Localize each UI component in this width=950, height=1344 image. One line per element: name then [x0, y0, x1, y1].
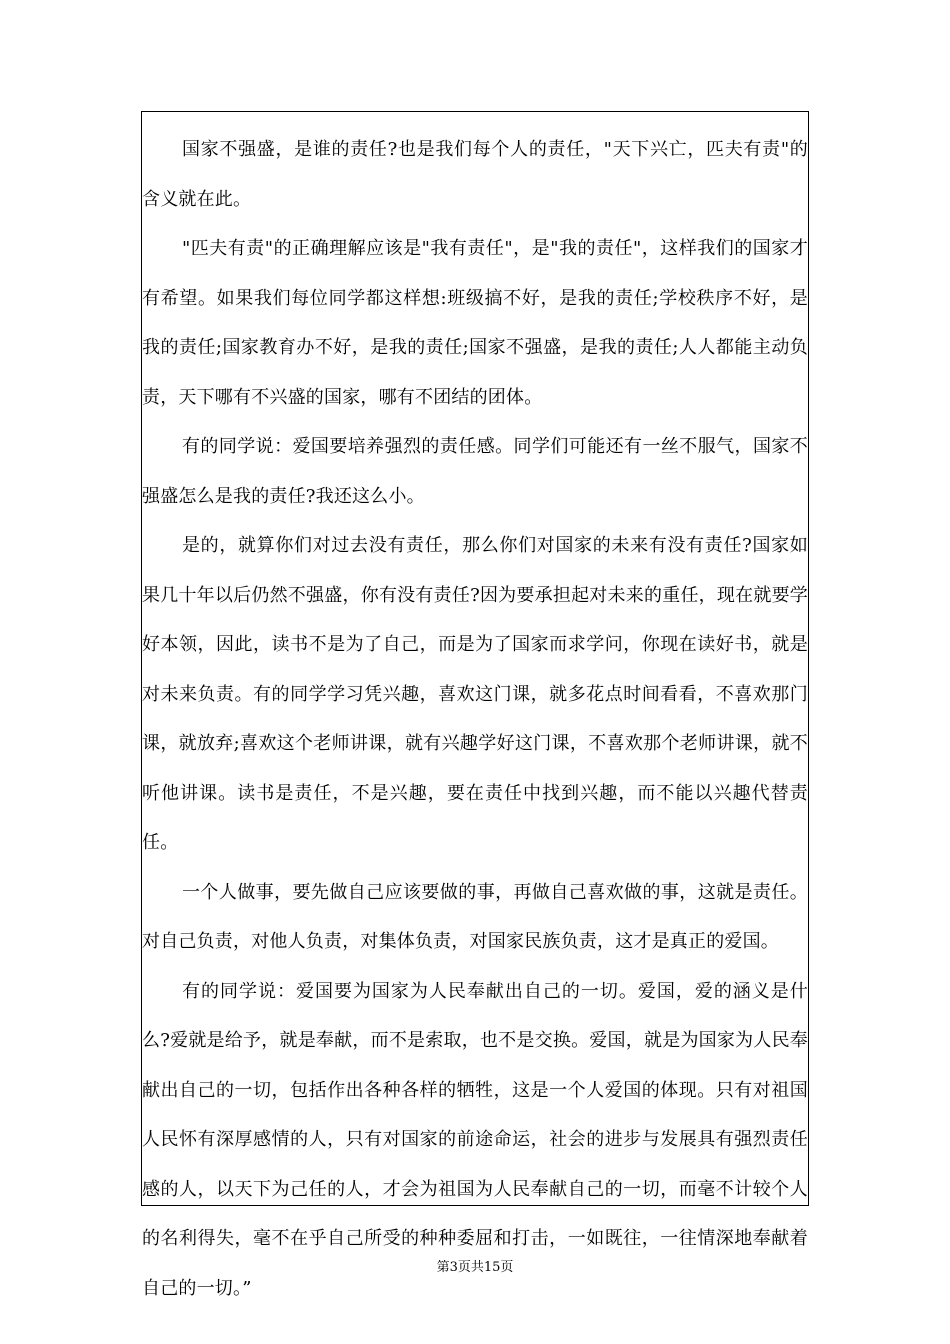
- paragraph-3: 有的同学说：爱国要培养强烈的责任感。同学们可能还有一丝不服气，国家不强盛怎么是我的责任?我还这么小。: [142, 436, 808, 507]
- paragraph-1: 国家不强盛，是谁的责任?也是我们每个人的责任，"天下兴亡，匹夫有责"的含义就在此。: [142, 139, 808, 210]
- document-body: [142, 125, 808, 1313]
- paragraph-2: "匹夫有责"的正确理解应该是"我有责任"，是"我的责任"，这样我们的国家才有希望。如果我们每位同学都这样想:班级搞不好，是我的责任;学校秩序不好，是我的责任;国家教育办不好，是我的责任;国家不强盛，是我的责任;人人都能主动负责，天下哪有不兴盛的国家，哪有不团结的团体。: [142, 238, 808, 408]
- paragraph-5: 一个人做事，要先做自己应该要做的事，再做自己喜欢做的事，这就是责任。对自己负责，对他人负责，对集体负责，对国家民族负责，这才是真正的爱国。: [142, 881, 808, 952]
- page-number: 第3页共15页: [436, 1260, 514, 1275]
- paragraph-6: 有的同学说：爱国要为国家为人民奉献出自己的一切。爱国，爱的涵义是什么?爱就是给予，就是奉献，而不是索取，也不是交换。爱国，就是为国家为人民奉献出自己的一切，包括作出各种各样的牺牲，这是一个人爱国的体现。只有对祖国人民怀有深厚感情的人，只有对国家的前途命运，社会的进步与发展具有强烈责任感的人，以天下为己任的人，才会为祖国为人民奉献自己的一切，而毫不计较个人的名利得失，毫不在乎自己所受的种种委屈和打击，一如既往，一往情深地奉献着自己的一切。”: [142, 980, 808, 1299]
- paragraph-4: 是的，就算你们对过去没有责任，那么你们对国家的未来有没有责任?国家如果几十年以后仍然不强盛，你有没有责任?因为要承担起对未来的重任，现在就要学好本领，因此，读书不是为了自己，而是为了国家而求学问，你现在读好书，就是对未来负责。有的同学学习凭兴趣，喜欢这门课，就多花点时间看看，不喜欢那门课，就放弃;喜欢这个老师讲课，就有兴趣学好这门课，不喜欢那个老师讲课，就不听他讲课。读书是责任，不是兴趣，要在责任中找到兴趣，而不能以兴趣代替责任。: [142, 535, 808, 853]
